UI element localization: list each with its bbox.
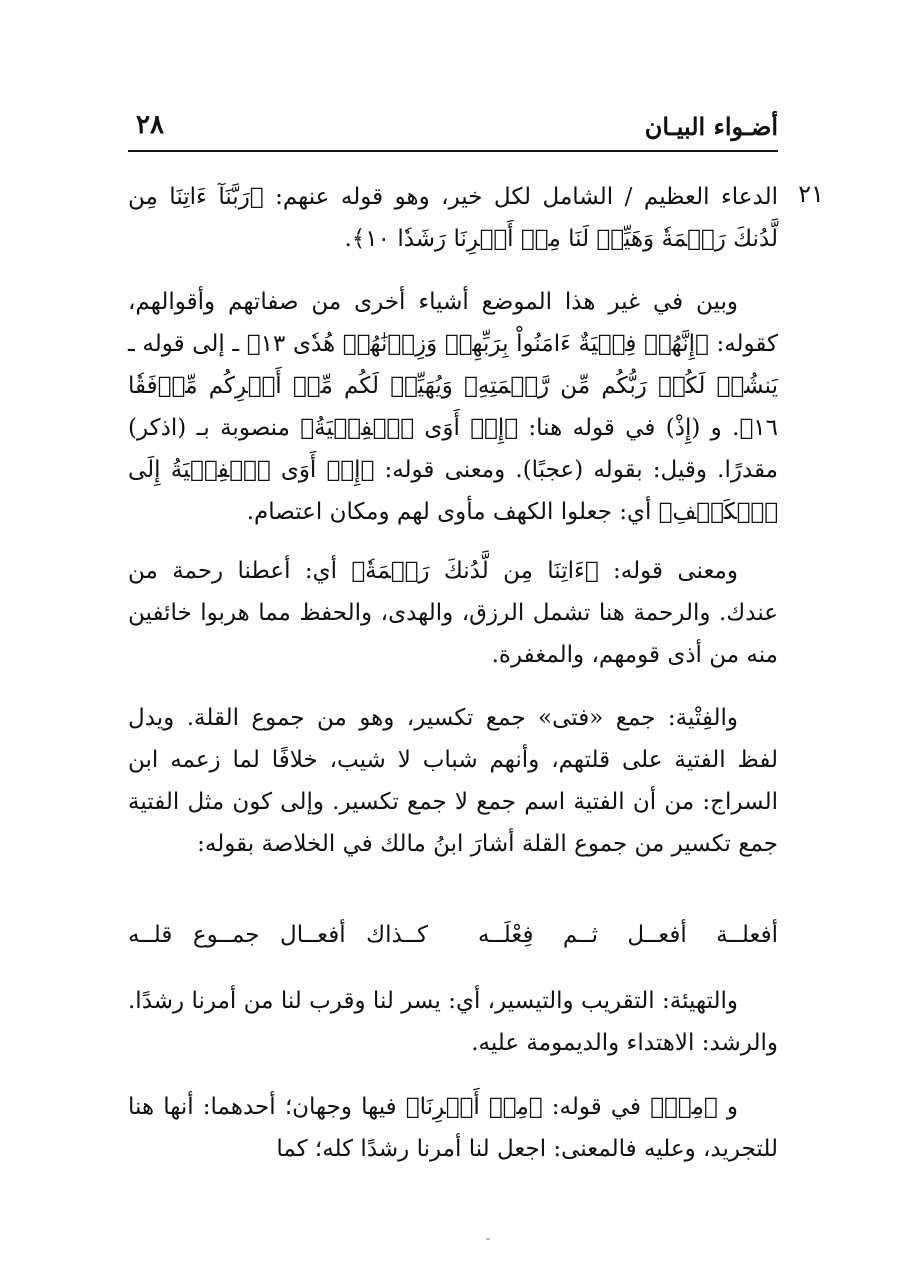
paragraph-1: الدعاء العظيم / الشامل لكل خير، وهو قوله عنهم: ﴿رَبَّنَآ ءَاتِنَا مِن لَّدُنكَ رَحۡمَةٗ وَهَيِّئۡ لَنَا مِنۡ أَمۡرِنَا رَشَدٗا ١٠﴾. [128,184,778,252]
paragraph-6: و ﴿مِنۡ﴾ في قوله: ﴿مِنۡ أَمۡرِنَا﴾ فيها وجهان؛ أحدهما: أنها هنا للتجريد، وعليه فالمعنى: اجعل لنا أمرنا رشدًا كله؛ كما [128,1094,778,1162]
poetry-verse [128,922,778,968]
header-rule [128,150,778,152]
verse-first-hemistich: أفعلــة أفعــل ثــم فِعْلَــه [478,922,778,948]
book-title: أضـواء البيـان [644,112,778,141]
margin-page-marker: ٢١ [798,180,824,208]
paragraph-3: ومعنى قوله: ﴿ءَاتِنَا مِن لَّدُنكَ رَحۡمَةٗ﴾ أي: أعطنا رحمة من عندك. والرحمة هنا تشمل الرزق، والهدى، والحفظ مما هربوا خائفين منه من أذى قومهم، والمغفرة. [128,558,778,668]
page-number: ٢٨ [136,110,164,140]
paragraph-4: والفِتْية: جمع «فتى» جمع تكسير، وهو من جموع القلة. ويدل لفظ الفتية على قلتهم، وأنهم شباب لا شيب، خلافًا لما زعمه ابن السراج: من أن الفتية اسم جمع لا جمع تكسير. وإلى كون مثل الفتية جمع تكسير من جموع القلة أشارَ ابنُ مالك في الخلاصة بقوله: [128,705,778,857]
paragraph-5: والتهيئة: التقريب والتيسير، أي: يسر لنا وقرب لنا من أمرنا رشدًا. والرشد: الاهتداء والديمومة عليه. [128,988,778,1056]
paragraph-2: وبين في غير هذا الموضع أشياء أخرى من صفاتهم وأقوالهم، كقوله: ﴿إِنَّهُمۡ فِتۡيَةٌ ءَامَنُواْ بِرَبِّهِمۡ وَزِدۡنَٰهُمۡ هُدٗى ١٣﴾ ـ إلى قوله ـ يَنشُرۡ لَكُمۡ رَبُّكُم مِّن رَّحۡمَتِهِۦ وَيُهَيِّئۡ لَكُم مِّنۡ أَمۡرِكُم مِّرۡفَقٗا ١٦﴾. و (إِذْ) في قوله هنا: ﴿إِذۡ أَوَى ٱلۡفِتۡيَةُ﴾ منصوبة بـ (اذكر) مقدرًا. وقيل: بقوله (عجبًا). ومعنى قوله: ﴿إِذۡ أَوَى ٱلۡفِتۡيَةُ إِلَى ٱلۡكَهۡفِ﴾ أي: جعلوا الكهف مأوى لهم ومكان اعتصام. [128,289,779,525]
verse-second-hemistich: كــذاك أفعــال جمــوع قلــه [128,922,428,948]
running-header [128,108,778,148]
scan-speck [486,1238,490,1240]
